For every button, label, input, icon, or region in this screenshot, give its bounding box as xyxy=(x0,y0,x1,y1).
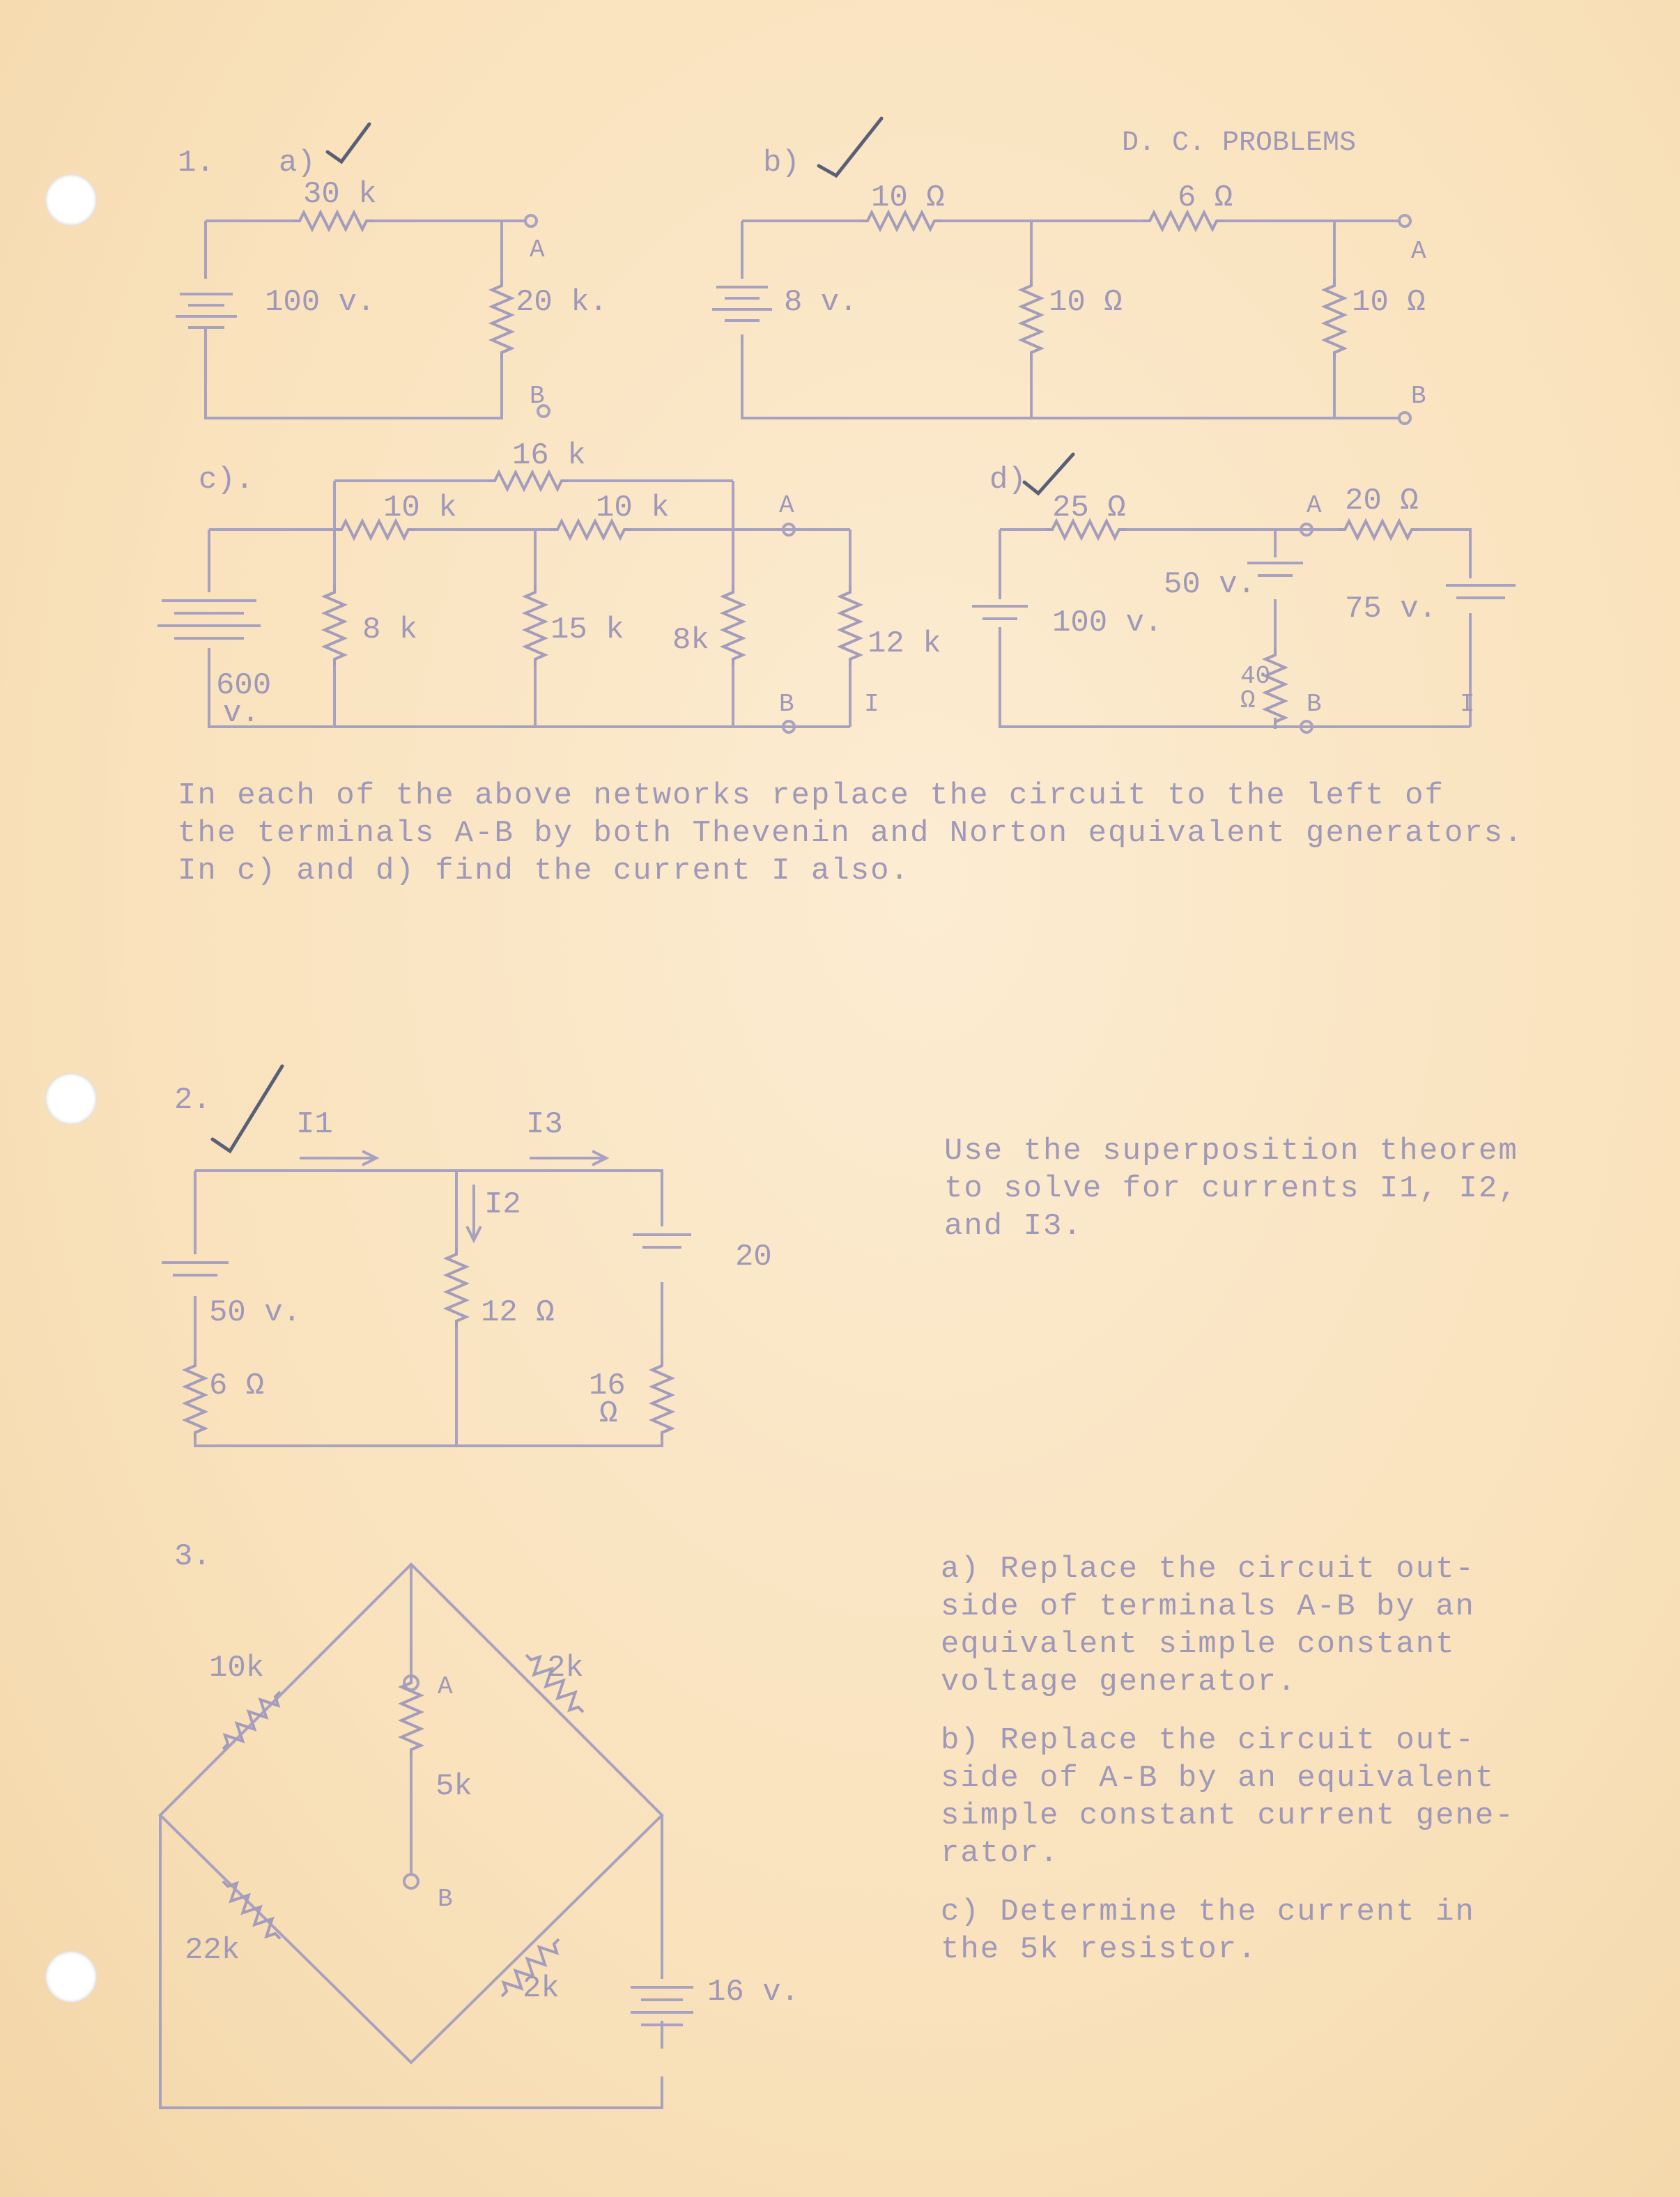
problem2-text-line: and I3. xyxy=(944,1209,1083,1244)
p1c-r-8k2: 8k xyxy=(672,623,709,658)
p2-battery1: 50 v. xyxy=(209,1295,302,1330)
p3-r-mid: 5k xyxy=(436,1769,472,1804)
p2-r2: 12 Ω xyxy=(481,1295,555,1330)
p3-term-a: A xyxy=(438,1672,453,1701)
p1c-r-a: 10 k xyxy=(383,491,457,525)
p2-i2: I2 xyxy=(484,1187,521,1222)
p1c-current: I xyxy=(864,690,879,718)
problem2-instructions xyxy=(944,1132,1518,1245)
problem2-text-line: Use the superposition theorem xyxy=(944,1134,1518,1169)
p1c-label: c). xyxy=(199,463,254,498)
p2-r3: 16 xyxy=(589,1369,626,1403)
p1d-b1: 50 v. xyxy=(1164,567,1256,602)
p1b-term-b: B xyxy=(1411,382,1426,410)
problem2-number: 2. xyxy=(174,1083,211,1118)
header-title: D. C. PROBLEMS xyxy=(1122,128,1357,159)
p1a-r1: 30 k xyxy=(303,177,377,212)
problem3-text-line: simple constant current gene- xyxy=(941,1798,1515,1833)
p3-battery: 16 v. xyxy=(707,1975,800,2010)
problem3-text-line: voltage generator. xyxy=(941,1665,1297,1699)
p1a-term-b: B xyxy=(530,382,545,410)
p3-term-b: B xyxy=(438,1885,453,1913)
p2-r1: 6 Ω xyxy=(209,1369,265,1403)
p1a-term-a: A xyxy=(530,236,545,264)
problem3-text-line: the 5k resistor. xyxy=(941,1932,1258,1967)
problem3-number: 3. xyxy=(174,1539,211,1574)
problem3-text-line: b) Replace the circuit out- xyxy=(941,1723,1475,1758)
p1c-term-a: A xyxy=(779,491,794,520)
p1d-label: d) xyxy=(989,463,1026,498)
problem2-text-line: to solve for currents I1, I2, xyxy=(944,1171,1518,1206)
problem3-text-line: side of terminals A-B by an xyxy=(941,1589,1475,1624)
p2-i3: I3 xyxy=(526,1107,563,1142)
problem1-text-line: the terminals A-B by both Thevenin and Norton equivalent generators. xyxy=(178,816,1524,851)
problem3-text-line: a) Replace the circuit out- xyxy=(941,1552,1475,1587)
p3-r-bl: 22k xyxy=(185,1933,240,1968)
p1d-r3-unit: Ω xyxy=(1240,686,1256,715)
problem3-text-line: equivalent simple constant xyxy=(941,1627,1456,1662)
p1c-r-15k: 15 k xyxy=(550,612,624,647)
p1d-b2: 75 v. xyxy=(1345,592,1438,626)
p1b-r4: 10 Ω xyxy=(1352,285,1426,320)
p2-i1: I1 xyxy=(296,1107,333,1142)
problem1-text-line: In c) and d) find the current I also. xyxy=(178,854,910,888)
p1c-battery-unit: v. xyxy=(223,696,260,731)
spacer xyxy=(941,1701,1515,1722)
p1b-r2: 6 Ω xyxy=(1178,180,1233,215)
p1d-b3: 100 v. xyxy=(1052,606,1163,640)
p1a-r2: 20 k. xyxy=(516,285,608,320)
p1d-r2: 20 Ω xyxy=(1345,484,1419,518)
p1b-battery: 8 v. xyxy=(784,285,858,320)
p1b-r3: 10 Ω xyxy=(1049,285,1123,320)
spacer xyxy=(941,1872,1515,1893)
p1d-term-a: A xyxy=(1307,491,1322,520)
p3-r-tr: 2k xyxy=(547,1651,584,1686)
problem1-number: 1. xyxy=(178,146,215,180)
problem1-text-line: In each of the above networks replace the circuit to the left of xyxy=(178,778,1444,813)
problem1-instructions xyxy=(178,777,1524,890)
problem3-text-line: c) Determine the current in xyxy=(941,1895,1475,1929)
p2-battery2: 20 xyxy=(735,1240,772,1274)
p1a-battery: 100 v. xyxy=(265,285,376,320)
p3-r-br: 2k xyxy=(523,1971,560,2006)
p1d-term-b: B xyxy=(1307,690,1322,718)
problem3-instructions xyxy=(941,1550,1515,1968)
p1b-label: b) xyxy=(763,146,800,180)
p3-r-tl: 10k xyxy=(209,1651,265,1686)
p1c-r-8k: 8 k xyxy=(362,612,418,647)
p1c-r-load: 12 k xyxy=(868,626,941,661)
p2-r3-unit: Ω xyxy=(599,1396,618,1431)
p1d-r1: 25 Ω xyxy=(1052,491,1126,525)
problem3-text-line: rator. xyxy=(941,1836,1060,1871)
p1a-label: a) xyxy=(279,146,316,180)
p1c-battery: 600 xyxy=(216,668,272,703)
p1b-term-a: A xyxy=(1411,237,1426,265)
p1c-r-top: 16 k xyxy=(512,438,586,473)
p1c-r-b: 10 k xyxy=(596,491,670,525)
p1d-r3: 40 xyxy=(1240,662,1271,691)
p1d-current: I xyxy=(1460,690,1475,718)
problem3-text-line: side of A-B by an equivalent xyxy=(941,1761,1495,1796)
p1c-term-b: B xyxy=(779,690,794,718)
p1b-r1: 10 Ω xyxy=(871,180,945,215)
